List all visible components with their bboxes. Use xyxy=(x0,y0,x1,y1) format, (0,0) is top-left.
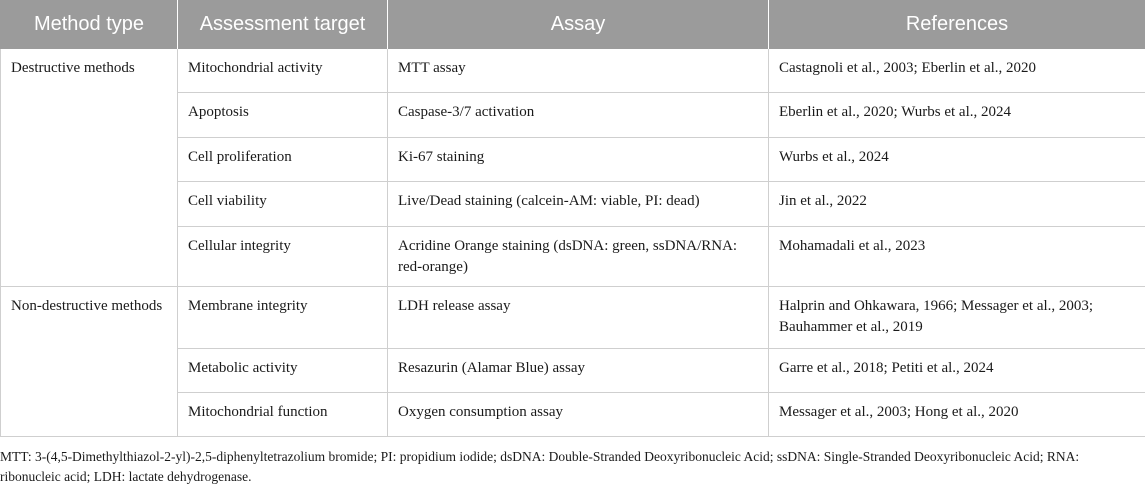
assay-cell: Ki-67 staining xyxy=(388,138,769,182)
assay-cell: Acridine Orange staining (dsDNA: green, ssDNA/RNA: red-orange) xyxy=(388,227,769,287)
header-assay: Assay xyxy=(388,0,769,49)
table-body xyxy=(1,49,1145,437)
header-references: References xyxy=(769,0,1145,49)
references-cell: Jin et al., 2022 xyxy=(769,182,1145,227)
references-cell: Garre et al., 2018; Petiti et al., 2024 xyxy=(769,349,1145,393)
references-cell: Messager et al., 2003; Hong et al., 2020 xyxy=(769,393,1145,437)
references-cell: Eberlin et al., 2020; Wurbs et al., 2024 xyxy=(769,93,1145,138)
table-row xyxy=(1,49,1145,93)
assessment-target-cell: Mitochondrial activity xyxy=(178,49,388,93)
assessment-target-cell: Cell viability xyxy=(178,182,388,227)
assay-cell: Caspase-3/7 activation xyxy=(388,93,769,138)
references-cell: Wurbs et al., 2024 xyxy=(769,138,1145,182)
assay-cell: MTT assay xyxy=(388,49,769,93)
table-footnote: MTT: 3-(4,5-Dimethylthiazol-2-yl)-2,5-diphenyltetrazolium bromide; PI: propidium iodide; dsDNA: Double-Stranded Deoxyribonucleic Acid; ssDNA: Single-Stranded Deoxyribonucleic Acid; RNA: ribonucleic acid; LDH: lactate dehydrogenase. xyxy=(0,437,1145,487)
assessment-target-cell: Apoptosis xyxy=(178,93,388,138)
references-cell: Mohamadali et al., 2023 xyxy=(769,227,1145,287)
assay-cell: Resazurin (Alamar Blue) assay xyxy=(388,349,769,393)
table-row xyxy=(1,287,1145,349)
assay-cell: Oxygen consumption assay xyxy=(388,393,769,437)
assessment-target-cell: Mitochondrial function xyxy=(178,393,388,437)
method-type-cell: Non-destructive methods xyxy=(1,287,178,437)
assessment-target-cell: Metabolic activity xyxy=(178,349,388,393)
method-type-cell: Destructive methods xyxy=(1,49,178,287)
header-method-type: Method type xyxy=(1,0,178,49)
assay-cell: LDH release assay xyxy=(388,287,769,349)
assessment-target-cell: Cellular integrity xyxy=(178,227,388,287)
assay-cell: Live/Dead staining (calcein-AM: viable, PI: dead) xyxy=(388,182,769,227)
header-assessment-target: Assessment target xyxy=(178,0,388,49)
assessment-target-cell: Membrane integrity xyxy=(178,287,388,349)
assessment-target-cell: Cell proliferation xyxy=(178,138,388,182)
table-header xyxy=(1,0,1145,49)
references-cell: Halprin and Ohkawara, 1966; Messager et al., 2003; Bauhammer et al., 2019 xyxy=(769,287,1145,349)
references-cell: Castagnoli et al., 2003; Eberlin et al., 2020 xyxy=(769,49,1145,93)
